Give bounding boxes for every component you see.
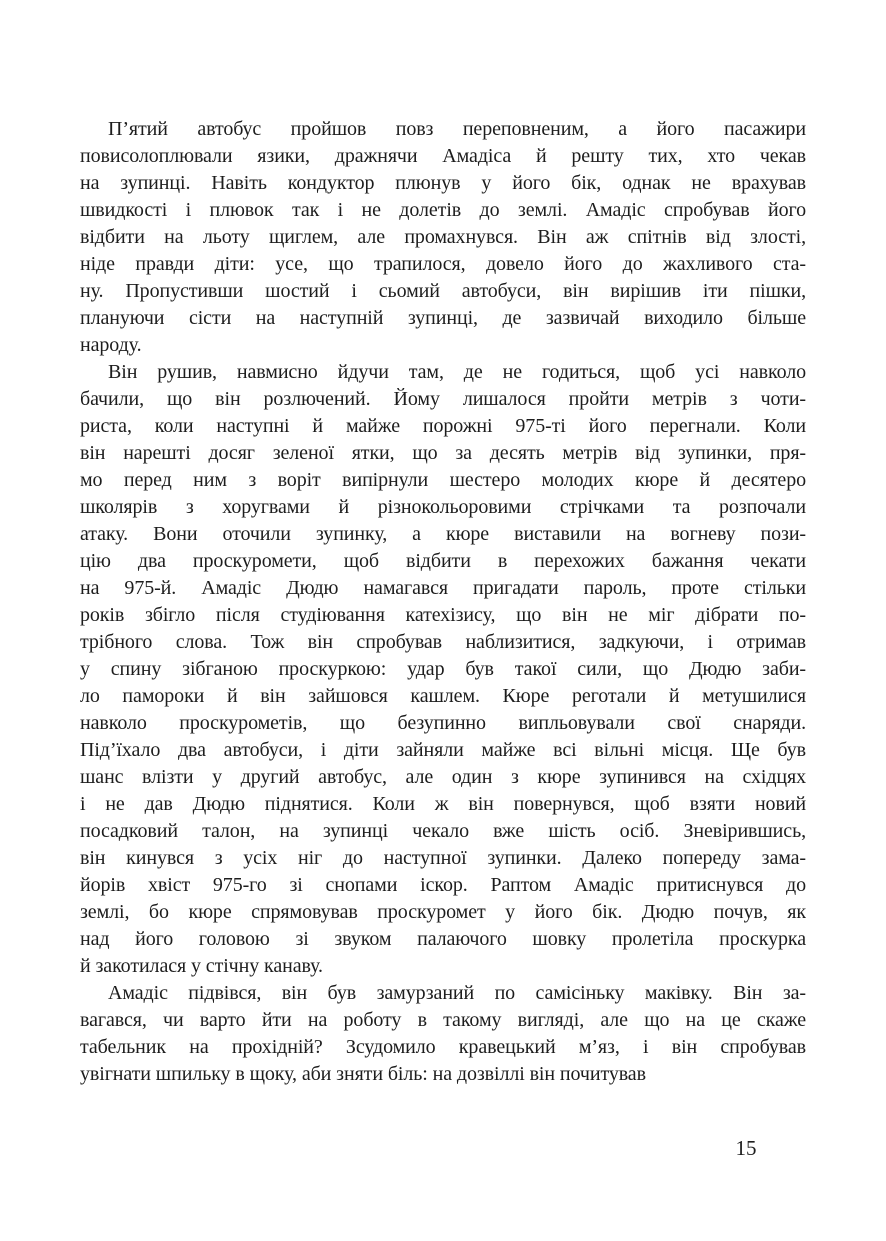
paragraph <box>80 359 806 980</box>
text-line: ло памороки й він зайшовся кашлем. Кюре реготали й метушилися <box>80 685 806 707</box>
text-line: Він рушив, навмисно йдучи там, де не годиться, щоб усі навколо <box>108 361 806 383</box>
text-line: риста, коли наступні й майже порожні 975-ті його перегнали. Коли <box>80 415 806 437</box>
text-line: й закотилася у стічну канаву. <box>80 955 323 977</box>
text-line: школярів з хоругвами й різнокольоровими стрічками та розпочали <box>80 496 806 518</box>
text-line: П’ятий автобус пройшов повз переповненим, а його пасажири <box>108 118 806 140</box>
text-line: атаку. Вони оточили зупинку, а кюре виставили на вогневу пози- <box>80 523 806 545</box>
text-line: років збігло після студіювання катехізису, що він не міг дібрати по- <box>80 604 806 626</box>
text-line: і не дав Дюдю піднятися. Коли ж він повернувся, щоб взяти новий <box>80 793 806 815</box>
text-line: на зупинці. Навіть кондуктор плюнув у його бік, однак не врахував <box>80 172 806 194</box>
paragraph <box>80 116 806 359</box>
text-line: Під’їхало два автобуси, і діти зайняли майже всі вільні місця. Ще був <box>80 739 806 761</box>
text-line: вагався, чи варто йти на роботу в такому вигляді, але що на це скаже <box>80 1009 806 1031</box>
paragraph <box>80 980 806 1088</box>
text-line: він нарешті досяг зеленої ятки, що за десять метрів від зупинки, пря- <box>80 442 806 464</box>
text-line: йорів хвіст 975-го зі снопами іскор. Раптом Амадіс притиснувся до <box>80 874 806 896</box>
text-line: на 975-й. Амадіс Дюдю намагався пригадати пароль, проте стільки <box>80 577 806 599</box>
text-line: навколо проскурометів, що безупинно випльовували свої снаряди. <box>80 712 806 734</box>
text-block <box>80 116 806 1088</box>
text-line: мо перед ним з воріт випірнули шестеро молодих кюре й десятеро <box>80 469 806 491</box>
text-line: бачили, що він розлючений. Йому лишалося пройти метрів з чоти- <box>80 388 806 410</box>
text-line: плануючи сісти на наступній зупинці, де зазвичай виходило більше <box>80 307 806 329</box>
text-line: відбити на льоту щиглем, але промахнувся. Він аж спітнів від злості, <box>80 226 806 248</box>
text-line: ну. Пропустивши шостий і сьомий автобуси, він вирішив іти пішки, <box>80 280 806 302</box>
text-line: у спину зібганою проскуркою: удар був такої сили, що Дюдю заби- <box>80 658 806 680</box>
text-line: над його головою зі звуком палаючого шовку пролетіла проскурка <box>80 928 806 950</box>
text-line: народу. <box>80 334 142 356</box>
text-line: повисолоплювали язики, дражнячи Амадіса й решту тих, хто чекав <box>80 145 806 167</box>
text-line: цію два проскуромети, щоб відбити в перехожих бажання чекати <box>80 550 806 572</box>
text-line: він кинувся з усіх ніг до наступної зупинки. Далеко попереду зама- <box>80 847 806 869</box>
text-line: землі, бо кюре спрямовував проскуромет у його бік. Дюдю почув, як <box>80 901 806 923</box>
text-line: увігнати шпильку в щоку, аби зняти біль: на дозвіллі він почитував <box>80 1063 646 1085</box>
text-line: табельник на прохідній? Зсудомило кравецький м’яз, і він спробував <box>80 1036 806 1058</box>
text-line: трібного слова. Тож він спробував наблизитися, задкуючи, і отримав <box>80 631 806 653</box>
text-line: посадковий талон, на зупинці чекало вже шість осіб. Зневірившись, <box>80 820 806 842</box>
text-line: швидкості і плювок так і не долетів до землі. Амадіс спробував його <box>80 199 806 221</box>
text-line: ніде правди діти: усе, що трапилося, довело його до жахливого ста- <box>80 253 806 275</box>
text-line: шанс влізти у другий автобус, але один з кюре зупинився на східцях <box>80 766 806 788</box>
page-number: 15 <box>735 1136 757 1160</box>
text-line: Амадіс підвівся, він був замурзаний по самісіньку маківку. Він за- <box>108 982 806 1004</box>
